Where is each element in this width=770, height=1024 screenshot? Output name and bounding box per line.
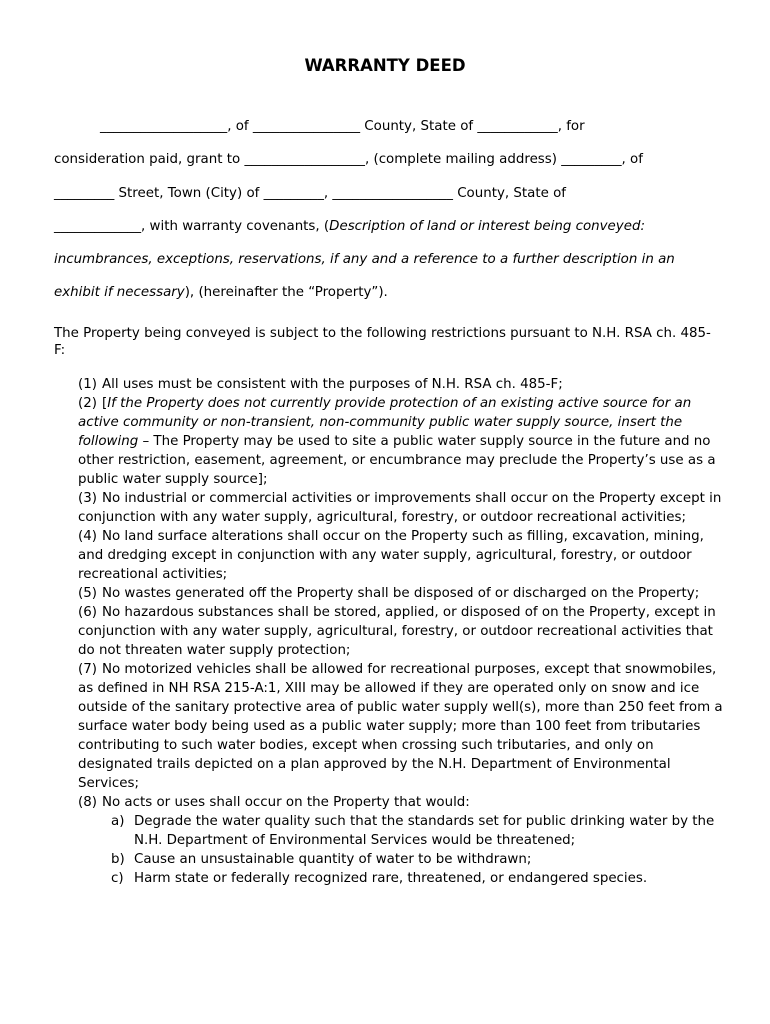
- restriction-item: (3) No industrial or commercial activities or improvements shall occur on the Property except in conjunction with any water supply, agricultural, forestry, or outdoor recreational activities;: [78, 491, 722, 525]
- restriction-item: (1) All uses must be consistent with the purposes of N.H. RSA ch. 485-F;: [78, 377, 563, 392]
- document-title: WARRANTY DEED: [304, 56, 466, 75]
- restriction-item: (6) No hazardous substances shall be stored, applied, or disposed of on the Property, except in conjunction with any water supply, agricultural, forestry, or outdoor recreational activities that do not threaten water supply protection;: [78, 605, 716, 658]
- restriction-item: (2) [If the Property does not currently provide protection of an existing active source for an active community or non-transient, non-community public water supply source, insert the following – The Property may be used to site a public water supply source in the future and no other restriction, easement, agreement, or encumbrance may preclude the Property’s use as a public water supply source];: [78, 396, 716, 487]
- blank-grantor-state: ____________: [477, 119, 558, 134]
- grant-line-2: consideration paid, grant to __________________, (complete mailing address) _________, of: [54, 152, 643, 167]
- blank-street: _________: [54, 186, 115, 201]
- sublist-item: a) Degrade the water quality such that the standards set for public drinking water by the N.H. Department of Environmental Services would be threatened;: [111, 814, 715, 848]
- blank-grantee-state: _____________: [54, 219, 142, 234]
- blank-town: _________: [263, 186, 324, 201]
- restriction-item: (8) No acts or uses shall occur on the Property that would: a) Degrade the water quality such that the standards set for public drinking water by the N.H. Department of Environmental Services would be threatened; b) Cause an unsustainable quantity of water to be withdrawn; c) Harm state or federally recognized rare, threatened, or endangered species.: [78, 793, 728, 888]
- grant-line-6: exhibit if necessary), (hereinafter the “Property”).: [54, 285, 388, 300]
- blank-grantee-name: __________________: [244, 152, 365, 167]
- restrictions-list: [78, 375, 728, 888]
- restriction-sublist: [78, 812, 728, 888]
- grant-line-3: _________ Street, Town (City) of _________, __________________ County, State of: [54, 186, 567, 201]
- sublist-item: b) Cause an unsustainable quantity of water to be withdrawn;: [111, 852, 532, 867]
- blank-grantor-county: ________________: [252, 119, 361, 134]
- restrictions-intro: The Property being conveyed is subject to the following restrictions pursuant to N.H. RSA ch. 485-F:: [54, 326, 711, 358]
- restriction-item: (7) No motorized vehicles shall be allowed for recreational purposes, except that snowmobiles, as defined in NH RSA 215-A:1, XIII may be allowed if they are operated only on snow and ice outside of the sanitary protective area of public water supply well(s), more than 250 feet from a surface water body being used as a public water supply; more than 100 feet from tributaries contributing to such water bodies, except when crossing such tributaries, and only on designated trails depicted on a plan approved by the N.H. Department of Environmental Services;: [78, 662, 723, 791]
- restriction-item: (4) No land surface alterations shall occur on the Property such as filling, excavation, mining, and dredging except in conjunction with any water supply, agricultural, forestry, or outdoor recreational activities;: [78, 529, 704, 582]
- blank-grantee-county: __________________: [332, 186, 453, 201]
- restriction-item: (5) No wastes generated off the Property shall be disposed of or discharged on the Property;: [78, 586, 700, 601]
- blank-grantor-name: ___________________: [100, 119, 228, 134]
- grant-line-1: ___________________, of ________________ County, State of ____________, for: [100, 119, 585, 134]
- blank-mailing-address: _________: [561, 152, 622, 167]
- sublist-item: c) Harm state or federally recognized rare, threatened, or endangered species.: [111, 871, 648, 886]
- grant-line-5: incumbrances, exceptions, reservations, if any and a reference to a further description in an: [54, 252, 675, 267]
- grant-line-4: _____________, with warranty covenants, (Description of land or interest being conveyed:: [54, 219, 645, 234]
